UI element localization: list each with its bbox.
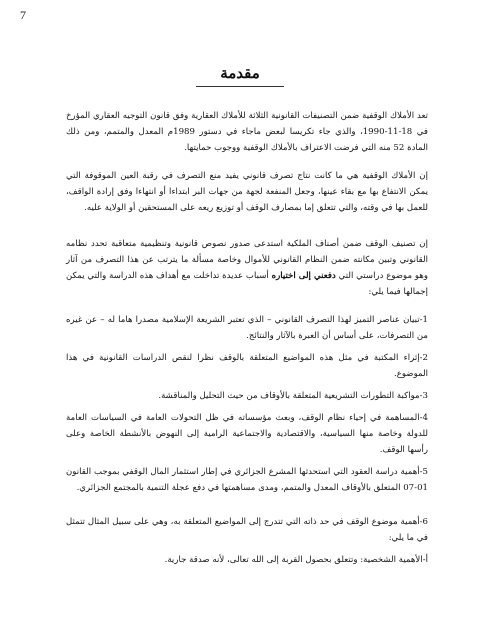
paragraph-3-bold-phrase: دفعني إلى اختياره (271, 271, 336, 281)
list-item-1: 1-تبيان عناصر التميز لهذا التصرف القانوني – الذي تعتبر الشريعة الإسلامية مصدرا هاما له – عن غيره من التصرفات، على أساس أن العبرة بالآثار والنتائج. (66, 315, 428, 341)
paragraph-3 (66, 236, 428, 300)
list-item-3: 3-مواكبة التطورات التشريعية المتعلقة بالأوقاف من حيث التحليل والمناقشة. (158, 391, 428, 401)
page-number: 7 (20, 8, 26, 22)
list-item-6: 6-أهمية موضوع الوقف في حد ذاته التي تتدرج إلى المواضيع المتعلقة به، وهي على سبيل المثال تتمثل في ما يلي: (66, 517, 428, 543)
title-underline (196, 86, 284, 87)
list-item-4: 4-المساهمة في إحياء نظام الوقف، وبعث مؤسساته في ظل التحولات العامة في السياسات العامة للدولة وخاصة منها السياسية، والاقتصادية والاجتماعية الرامية إلى النهوض بالأنشطة الخاصة وعلى رأسها الوقف. (66, 413, 428, 455)
list-item-5: 5-أهمية دراسة العقود التي استحدثها المشرع الجزائري في إطار استثمار المال الوقفي بموجب القانون 01-07 المتعلق بالأوقاف المعدل والمتمم، ومدى مساهمتها في دفع عجلة التنمية بالمجتمع الجزائري. (66, 467, 428, 493)
paragraph-2: إن الأملاك الوقفية هي ما كانت نتاج تصرف قانوني يفيد منع التصرف في رقبة العين الموقوفة التي يمكن الانتفاع بها مع بقاء عينها، وجعل المنفعة لجهة من جهات البر ابتداءا أو انتهاءا وفق إرادة الواقف، للعمل بها في وقته، والتي تتعلق إما بمصارف الوقف أو توزيع ريعه على المستحقين أو الولاية عليه. (66, 171, 428, 213)
list-item-6a: أ-الأهمية الشخصية: وتتعلق بحصول القربة إلى الله تعالى، لأنه صدقة جارية. (164, 555, 428, 565)
page-title: مقدمة (220, 64, 260, 82)
paragraph-1: تعد الأملاك الوقفية ضمن التصنيفات القانونية الثلاثة للأملاك العقارية وفق قانون التوجيه العقاري المؤرخ في 18-11-1990، والذي جاء تكريسا لبعض ماجاء في دستور 1989م المعدل والمتمم، ومن ذلك المادة 52 منه التي فرضت الاعتراف بالأملاك الوقفية ووجوب حمايتها. (66, 111, 428, 153)
paragraph-3-text-end: أسباب عديدة تداخلت مع أهداف هذه الدراسة والتي يمكن إجمالها فيما يلي: (66, 271, 428, 297)
document-body (66, 108, 428, 574)
list-item-2: 2-إثراء المكتبة في مثل هذه المواضيع المتعلقة بالوقف نظرا لنقص الدراسات القانونية في هذا الموضوع. (66, 353, 428, 379)
paragraph-3-text-start: إن تصنيف الوقف ضمن أصناف الملكية استدعى صدور نصوص قانونية وتنظيمية متعاقبة تحدد نظامه القانوني وتبين مكانته ضمن النظام القانوني للأموال وخاصة مسألة ما يترتب عن هذا التصرف من آثار وهو موضوع دراستي التي (66, 239, 428, 281)
